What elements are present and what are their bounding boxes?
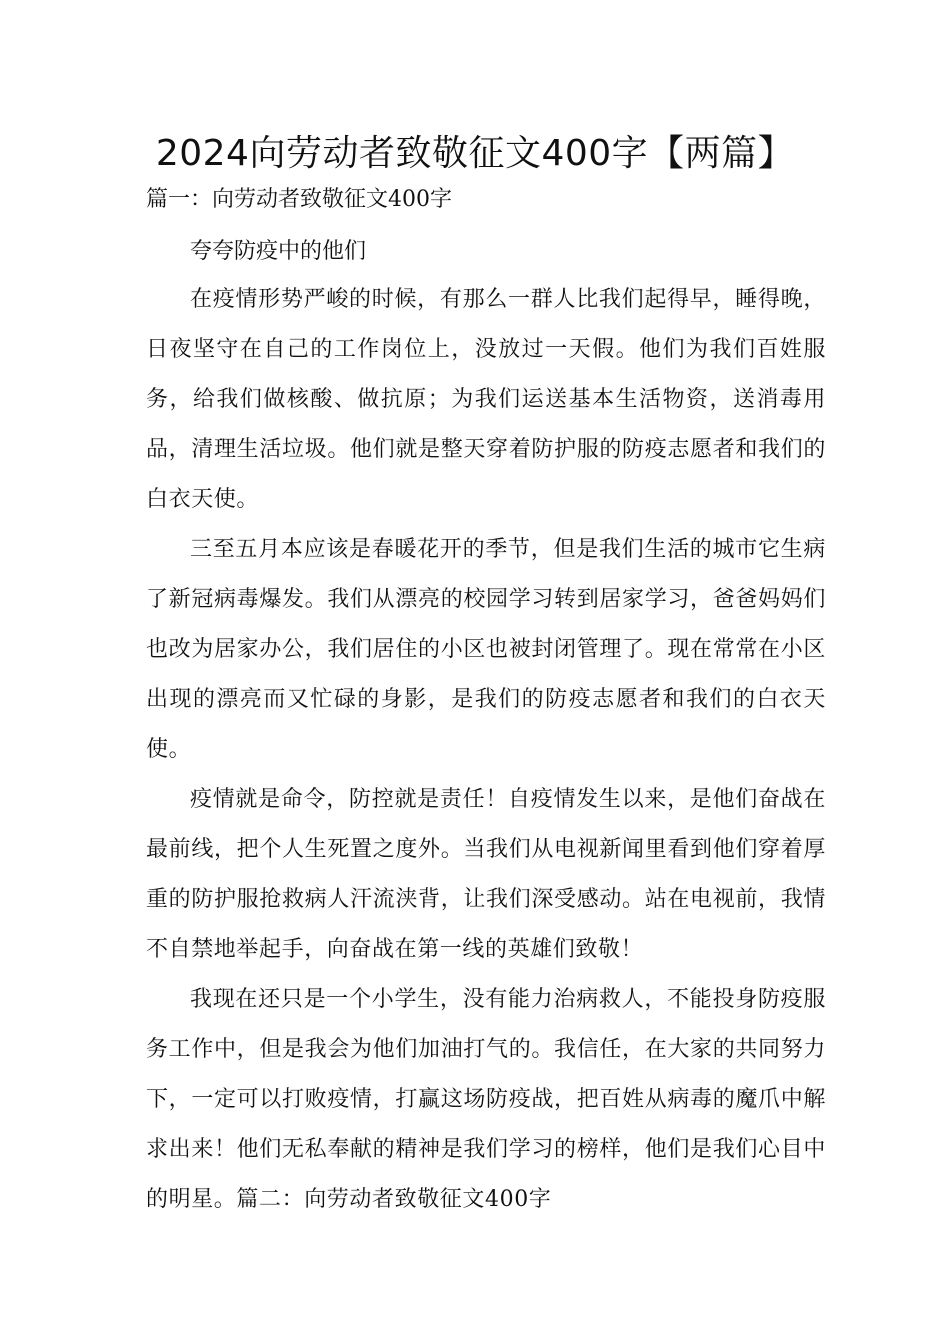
body-paragraph: 疫情就是命令，防控就是责任！自疫情发生以来，是他们奋战在最前线，把个人生死置之度外。当我们从电视新闻里看到他们穿着厚重的防护服抢救病人汗流浃背，让我们深受感动。站在电视前，我情不自禁地举起手，向奋战在第一线的英雄们致敬！ [146, 787, 826, 962]
section-heading: 篇一：向劳动者致敬征文400字 [146, 187, 452, 212]
document-title: 2024向劳动者致敬征文400字【两篇】 [155, 133, 795, 174]
body-paragraph: 我现在还只是一个小学生，没有能力治病救人，不能投身防疫服务工作中，但是我会为他们加油打气的。我信任，在大家的共同努力下，一定可以打败疫情，打赢这场防疫战，把百姓从病毒的魔爪中解求出来！他们无私奉献的精神是我们学习的榜样，他们是我们心目中的明星。篇二：向劳动者致敬征文400字 [146, 987, 826, 1212]
body-paragraph: 在疫情形势严峻的时候，有那么一群人比我们起得早，睡得晚，日夜坚守在自己的工作岗位上，没放过一天假。他们为我们百姓服务，给我们做核酸、做抗原；为我们运送基本生活物资，送消毒用品，清理生活垃圾。他们就是整天穿着防护服的防疫志愿者和我们的白衣天使。 [146, 287, 826, 512]
essay-title: 夸夸防疫中的他们 [190, 239, 367, 264]
body-paragraph: 三至五月本应该是春暖花开的季节，但是我们生活的城市它生病了新冠病毒爆发。我们从漂亮的校园学习转到居家学习，爸爸妈妈们也改为居家办公，我们居住的小区也被封闭管理了。现在常常在小区出现的漂亮而又忙碌的身影，是我们的防疫志愿者和我们的白衣天使。 [146, 537, 826, 762]
